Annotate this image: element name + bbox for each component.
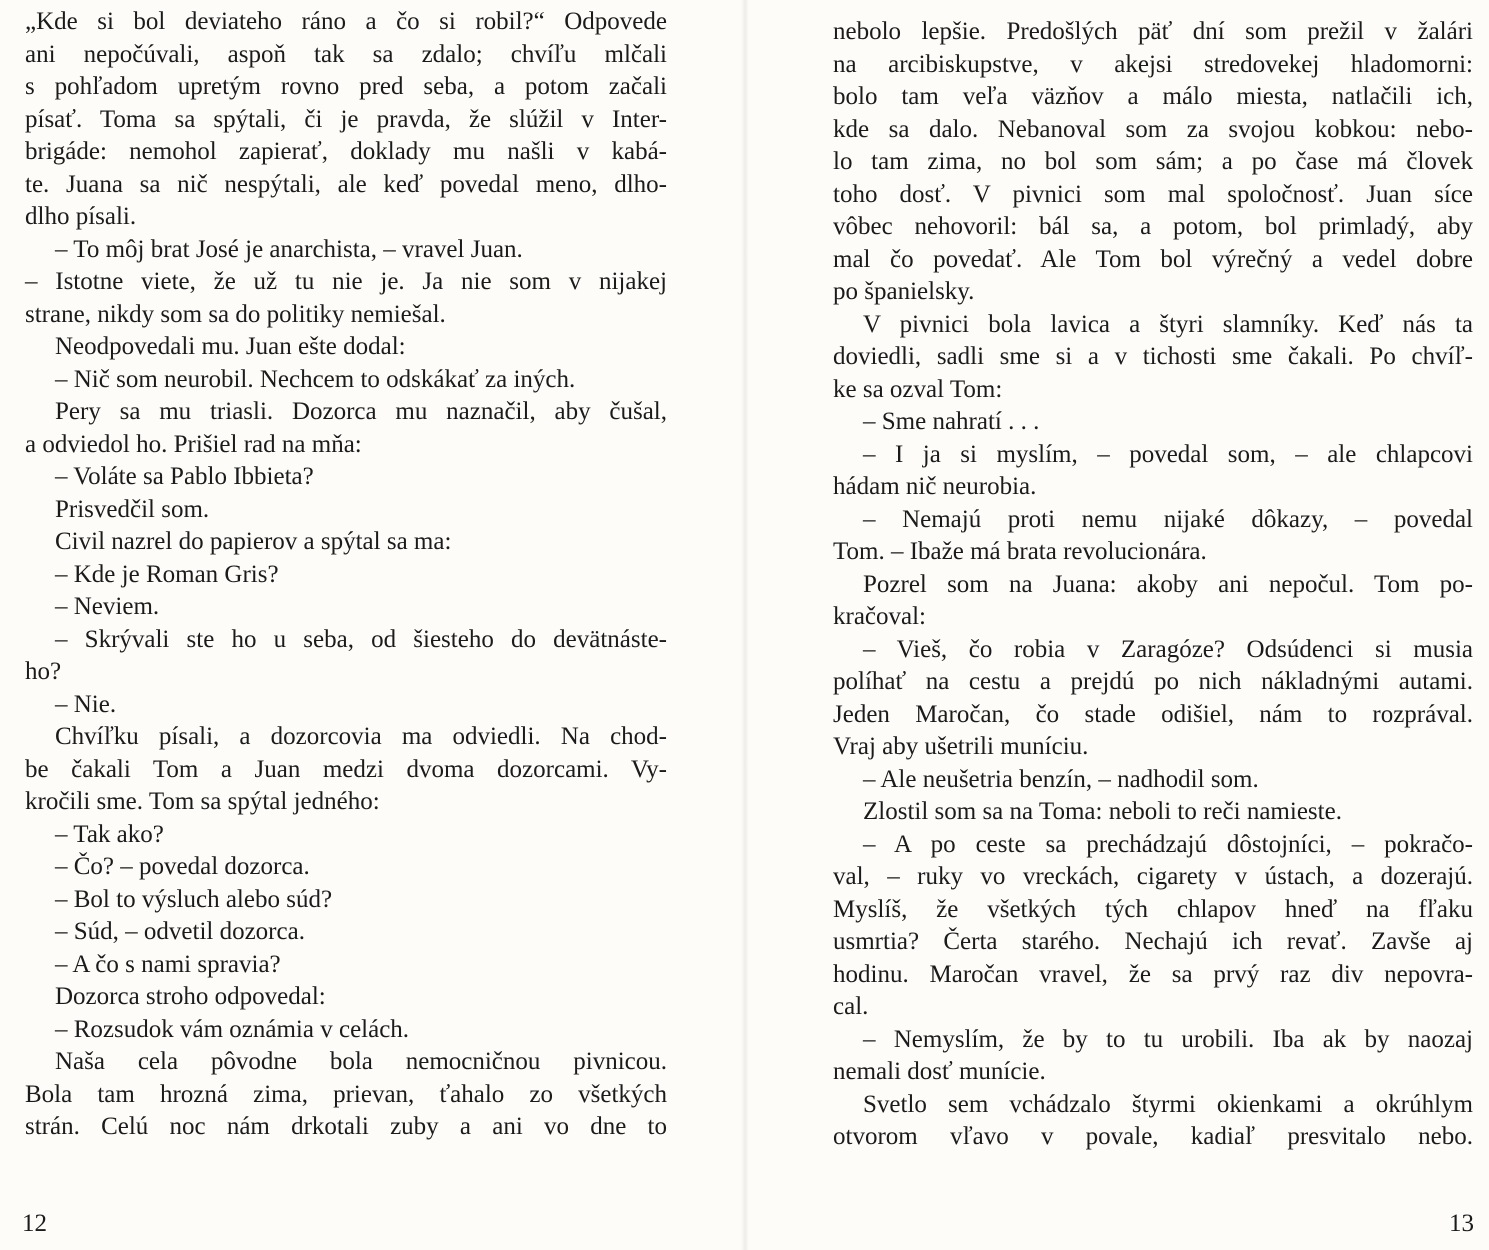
- text-line: otvorom vľavo v povale, kadiaľ presvitalo nebo.: [833, 1123, 1473, 1150]
- text-line: Vraj aby ušetrili muníciu.: [833, 733, 1089, 760]
- text-line: – Voláte sa Pablo Ibbieta?: [55, 463, 314, 490]
- text-line: hodinu. Maročan vravel, že sa prvý raz div nepovra-: [833, 960, 1473, 988]
- text-line: ho?: [25, 658, 62, 685]
- text-line: Bola tam hrozná zima, prievan, ťahalo zo všetkých: [25, 1080, 667, 1108]
- text-line: hádam nič neurobia.: [833, 473, 1037, 500]
- text-line: – Nie.: [55, 690, 117, 718]
- text-line: te. Juana sa nič nespýtali, ale keď povedal meno, dlho-: [25, 170, 667, 198]
- text-line: – Nič som neurobil. Nechcem to odskákať za iných.: [55, 365, 576, 393]
- text-line: „Kde si bol deviateho ráno a čo si robil?“ Odpovede: [25, 8, 667, 35]
- text-line: Tom. – Ibaže má brata revolucionára.: [833, 538, 1207, 565]
- text-line: – Čo? – povedal dozorca.: [55, 853, 310, 880]
- text-line: – A po ceste sa prechádzajú dôstojníci, – pokračo-: [863, 830, 1473, 858]
- text-line: písať. Toma sa spýtali, či je pravda, že slúžil v Inter-: [25, 105, 667, 133]
- text-line: Prisvedčil som.: [55, 495, 210, 523]
- text-line: Pozrel som na Juana: akoby ani nepočul. Tom po-: [863, 570, 1473, 598]
- text-line: nemali dosť munície.: [833, 1058, 1046, 1085]
- text-line: ani nepočúvali, aspoň tak sa zdalo; chvíľu mlčali: [25, 40, 667, 68]
- text-line: Myslíš, že všetkých tých chlapov hneď na fľaku: [833, 895, 1473, 923]
- text-line: kračoval:: [833, 603, 927, 630]
- text-line: – Nemajú proti nemu nijaké dôkazy, – povedal: [863, 505, 1473, 533]
- right-page-number: 13: [1449, 1210, 1474, 1237]
- text-line: – I ja si myslím, – povedal som, – ale chlapcovi: [863, 440, 1473, 468]
- left-page-number: 12: [22, 1210, 47, 1237]
- text-line: mal čo povedať. Ale Tom bol výrečný a vedel dobre: [833, 245, 1473, 273]
- text-line: Svetlo sem vchádzalo štyrmi okienkami a okrúhlym: [863, 1090, 1473, 1118]
- text-line: Dozorca stroho odpovedal:: [55, 983, 326, 1010]
- text-line: Chvíľku písali, a dozorcovia ma odviedli. Na chod-: [55, 723, 667, 750]
- text-line: cal.: [833, 993, 869, 1020]
- text-line: bolo tam veľa väzňov a málo miesta, natlačili ich,: [833, 83, 1473, 110]
- text-line: – Rozsudok vám oznámia v celách.: [55, 1015, 410, 1043]
- text-line: strane, nikdy som sa do politiky nemiešal.: [25, 300, 446, 328]
- text-line: Neodpovedali mu. Juan ešte dodal:: [55, 333, 406, 360]
- text-line: po španielsky.: [833, 278, 975, 305]
- text-line: Civil nazrel do papierov a spýtal sa ma:: [55, 528, 452, 555]
- text-line: – Súd, – odvetil dozorca.: [55, 918, 305, 945]
- text-line: – Istotne viete, že už tu nie je. Ja nie som v nijakej: [25, 268, 667, 295]
- text-line: kde sa dalo. Nebanoval som za svojou kobkou: nebo-: [833, 115, 1473, 143]
- left-page-text: [25, 6, 667, 1144]
- text-line: Naša cela pôvodne bola nemocničnou pivnicou.: [55, 1048, 667, 1075]
- text-line: – Nemyslím, že by to tu urobili. Iba ak by naozaj: [863, 1025, 1473, 1053]
- text-line: – Skrývali ste ho u seba, od šiesteho do devätnáste-: [55, 625, 667, 653]
- text-line: be čakali Tom a Juan medzi dvoma dozorcami. Vy-: [25, 755, 667, 783]
- text-line: nebolo lepšie. Predošlých päť dní som prežil v žalári: [833, 18, 1473, 45]
- text-line: toho dosť. V pivnici som mal spoločnosť. Juan síce: [833, 180, 1473, 208]
- text-line: – Vieš, čo robia v Zaragóze? Odsúdenci si musia: [863, 635, 1473, 663]
- text-line: kročili sme. Tom sa spýtal jedného:: [25, 788, 380, 815]
- text-line: políhať na cestu a prejdú po nich nákladnými autami.: [833, 668, 1473, 695]
- text-line: usmrtia? Čerta starého. Nechajú ich revať. Zavše aj: [833, 928, 1473, 955]
- text-line: vôbec nehovoril: bál sa, a potom, bol primladý, aby: [833, 213, 1473, 240]
- text-line: Zlostil som sa na Toma: neboli to reči namieste.: [863, 798, 1342, 825]
- text-line: Pery sa mu triasli. Dozorca mu naznačil, aby čušal,: [55, 398, 667, 425]
- left-page: [0, 0, 744, 1250]
- text-line: doviedli, sadli sme si a v tichosti sme čakali. Po chvíľ-: [833, 343, 1473, 370]
- text-line: – Bol to výsluch alebo súd?: [55, 885, 333, 913]
- right-page-text: [833, 16, 1473, 1154]
- text-line: – Tak ako?: [55, 820, 164, 848]
- text-line: – Ale neušetria benzín, – nadhodil som.: [863, 765, 1259, 793]
- text-line: ke sa ozval Tom:: [833, 375, 1003, 403]
- text-line: V pivnici bola lavica a štyri slamníky. Keď nás ta: [863, 310, 1473, 338]
- text-line: – A čo s nami spravia?: [55, 950, 281, 978]
- text-line: val, – ruky vo vreckách, cigarety v ústach, a dozerajú.: [833, 863, 1473, 890]
- text-line: Jeden Maročan, čo stade odišiel, nám to rozprával.: [833, 700, 1473, 728]
- text-line: – Kde je Roman Gris?: [55, 560, 279, 588]
- right-page: [745, 0, 1489, 1250]
- text-line: na arcibiskupstve, v akejsi stredovekej hladomorni:: [833, 50, 1473, 78]
- text-line: a odviedol ho. Prišiel rad na mňa:: [25, 430, 362, 458]
- text-line: brigáde: nemohol zapierať, doklady mu našli v kabá-: [25, 138, 667, 165]
- text-line: dlho písali.: [25, 203, 137, 230]
- text-line: – To môj brat José je anarchista, – vravel Juan.: [55, 235, 523, 263]
- text-line: strán. Celú noc nám drkotali zuby a ani vo dne to: [25, 1113, 667, 1140]
- text-line: – Neviem.: [55, 593, 160, 620]
- text-line: lo tam zima, no bol som sám; a po čase má človek: [833, 148, 1473, 175]
- text-line: s pohľadom upretým rovno pred seba, a potom začali: [25, 73, 667, 100]
- text-line: – Sme nahratí . . .: [863, 408, 1040, 435]
